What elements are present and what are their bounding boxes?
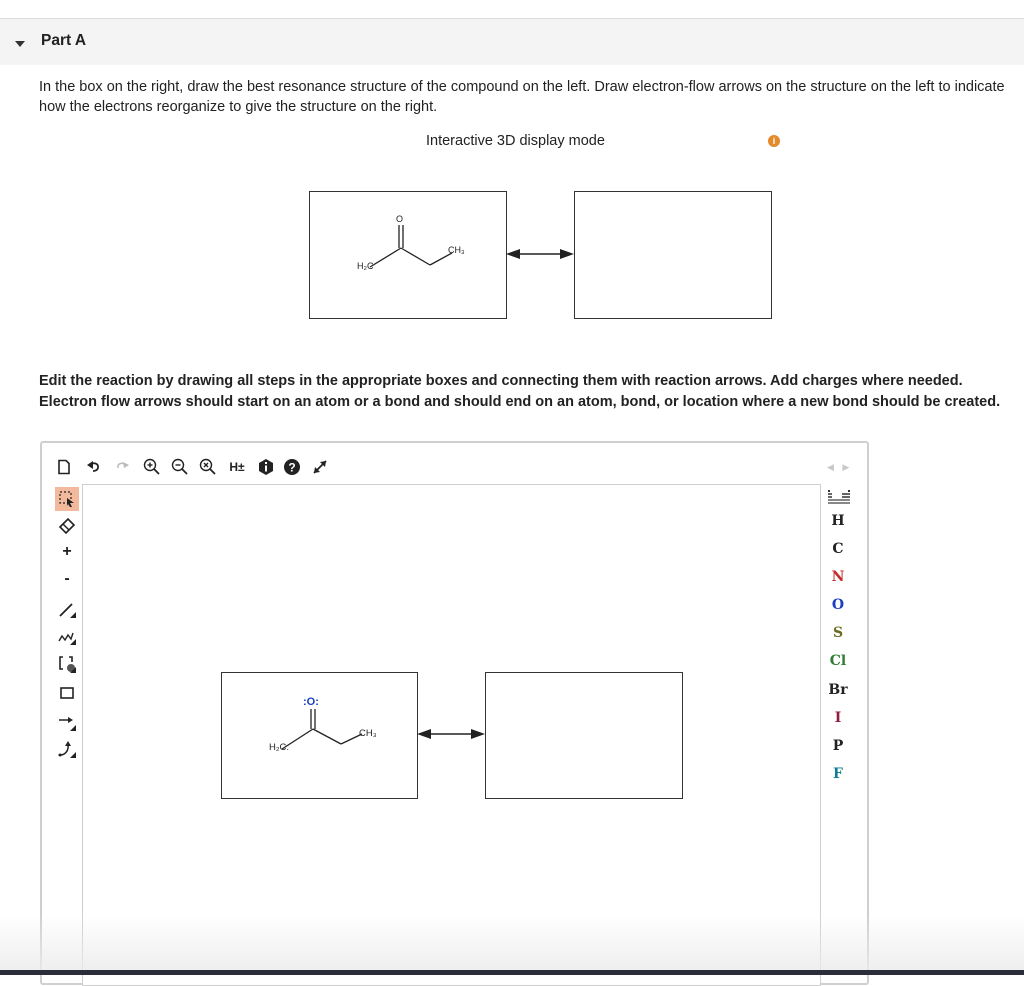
preview-reactant-box (309, 191, 507, 319)
help-icon[interactable] (280, 455, 304, 479)
redo-icon[interactable] (110, 455, 134, 479)
svg-text:?: ? (288, 460, 296, 475)
preview-resonance-arrow (504, 246, 576, 262)
part-title[interactable]: Part A (41, 32, 87, 49)
edit-instructions: Edit the reaction by drawing all steps in the appropriate boxes and connecting them with reaction arrows. Add charges where needed. Electron flow arrows should start on an atom or a bond and should end on an atom, bond, or location where a new bond should be created. (39, 373, 1001, 410)
part-header[interactable] (0, 19, 1024, 65)
new-document-icon[interactable] (52, 455, 76, 479)
periodic-table-icon[interactable] (828, 490, 850, 504)
canvas-h2c-label[interactable]: H₂C: (269, 742, 290, 753)
zoom-in-icon[interactable] (140, 455, 164, 479)
element-c-button[interactable]: C (832, 541, 844, 557)
chain-tool-icon[interactable] (55, 624, 79, 648)
canvas-product-box[interactable] (485, 672, 683, 799)
bottom-bar (0, 970, 1024, 975)
element-f-button[interactable]: F (833, 766, 843, 782)
display-mode-label[interactable]: Interactive 3D display mode (426, 133, 605, 149)
fullscreen-icon[interactable] (308, 455, 332, 479)
bracket-tool-icon[interactable] (55, 652, 79, 676)
preview-product-box (574, 191, 772, 319)
instructions-text: In the box on the right, draw the best resonance structure of the compound on the left. Draw electron-flow arrows on the structure on the left to indicate how the electrons reorganize to give the structure on the right. (39, 79, 1005, 115)
canvas-ch3-label[interactable]: CH₃ (359, 728, 377, 739)
canvas-resonance-arrow[interactable] (415, 726, 487, 742)
single-bond-icon[interactable] (55, 597, 79, 621)
element-h-button[interactable]: H (831, 513, 845, 529)
element-i-button[interactable]: I (834, 710, 842, 726)
preview-ch3-label: CH₃ (448, 245, 465, 255)
collapse-caret-icon[interactable] (15, 41, 25, 47)
electron-flow-arrow-icon[interactable] (55, 737, 79, 761)
positive-charge-button[interactable]: + (62, 543, 72, 560)
box-tool-icon[interactable] (55, 681, 79, 705)
element-br-button[interactable]: Br (828, 682, 848, 698)
canvas-molecule[interactable] (222, 673, 417, 798)
reaction-arrow-icon[interactable] (55, 710, 79, 734)
preview-h2c-label: H₂C (357, 261, 374, 271)
element-p-button[interactable]: P (832, 738, 844, 754)
element-o-button[interactable]: O (831, 597, 845, 613)
preview-molecule (310, 192, 506, 318)
clean-structure-icon[interactable] (254, 455, 278, 479)
eraser-icon[interactable] (55, 513, 79, 537)
hydrogen-toggle-button[interactable]: H± (229, 460, 245, 474)
canvas-oxygen-label[interactable]: :O: (303, 696, 319, 708)
zoom-reset-icon[interactable] (196, 455, 220, 479)
element-n-button[interactable]: N (831, 569, 845, 585)
panel-nav-arrows-icon[interactable]: ◀ ▶ (827, 462, 853, 472)
undo-icon[interactable] (82, 455, 106, 479)
info-icon[interactable]: i (768, 135, 780, 147)
preview-oxygen-label: O (396, 214, 404, 224)
element-s-button[interactable]: S (832, 625, 844, 641)
zoom-out-icon[interactable] (168, 455, 192, 479)
element-cl-button[interactable]: Cl (829, 653, 847, 669)
canvas-reactant-box[interactable] (221, 672, 418, 799)
select-lasso-icon[interactable] (55, 487, 79, 511)
negative-charge-button[interactable]: - (64, 570, 70, 587)
